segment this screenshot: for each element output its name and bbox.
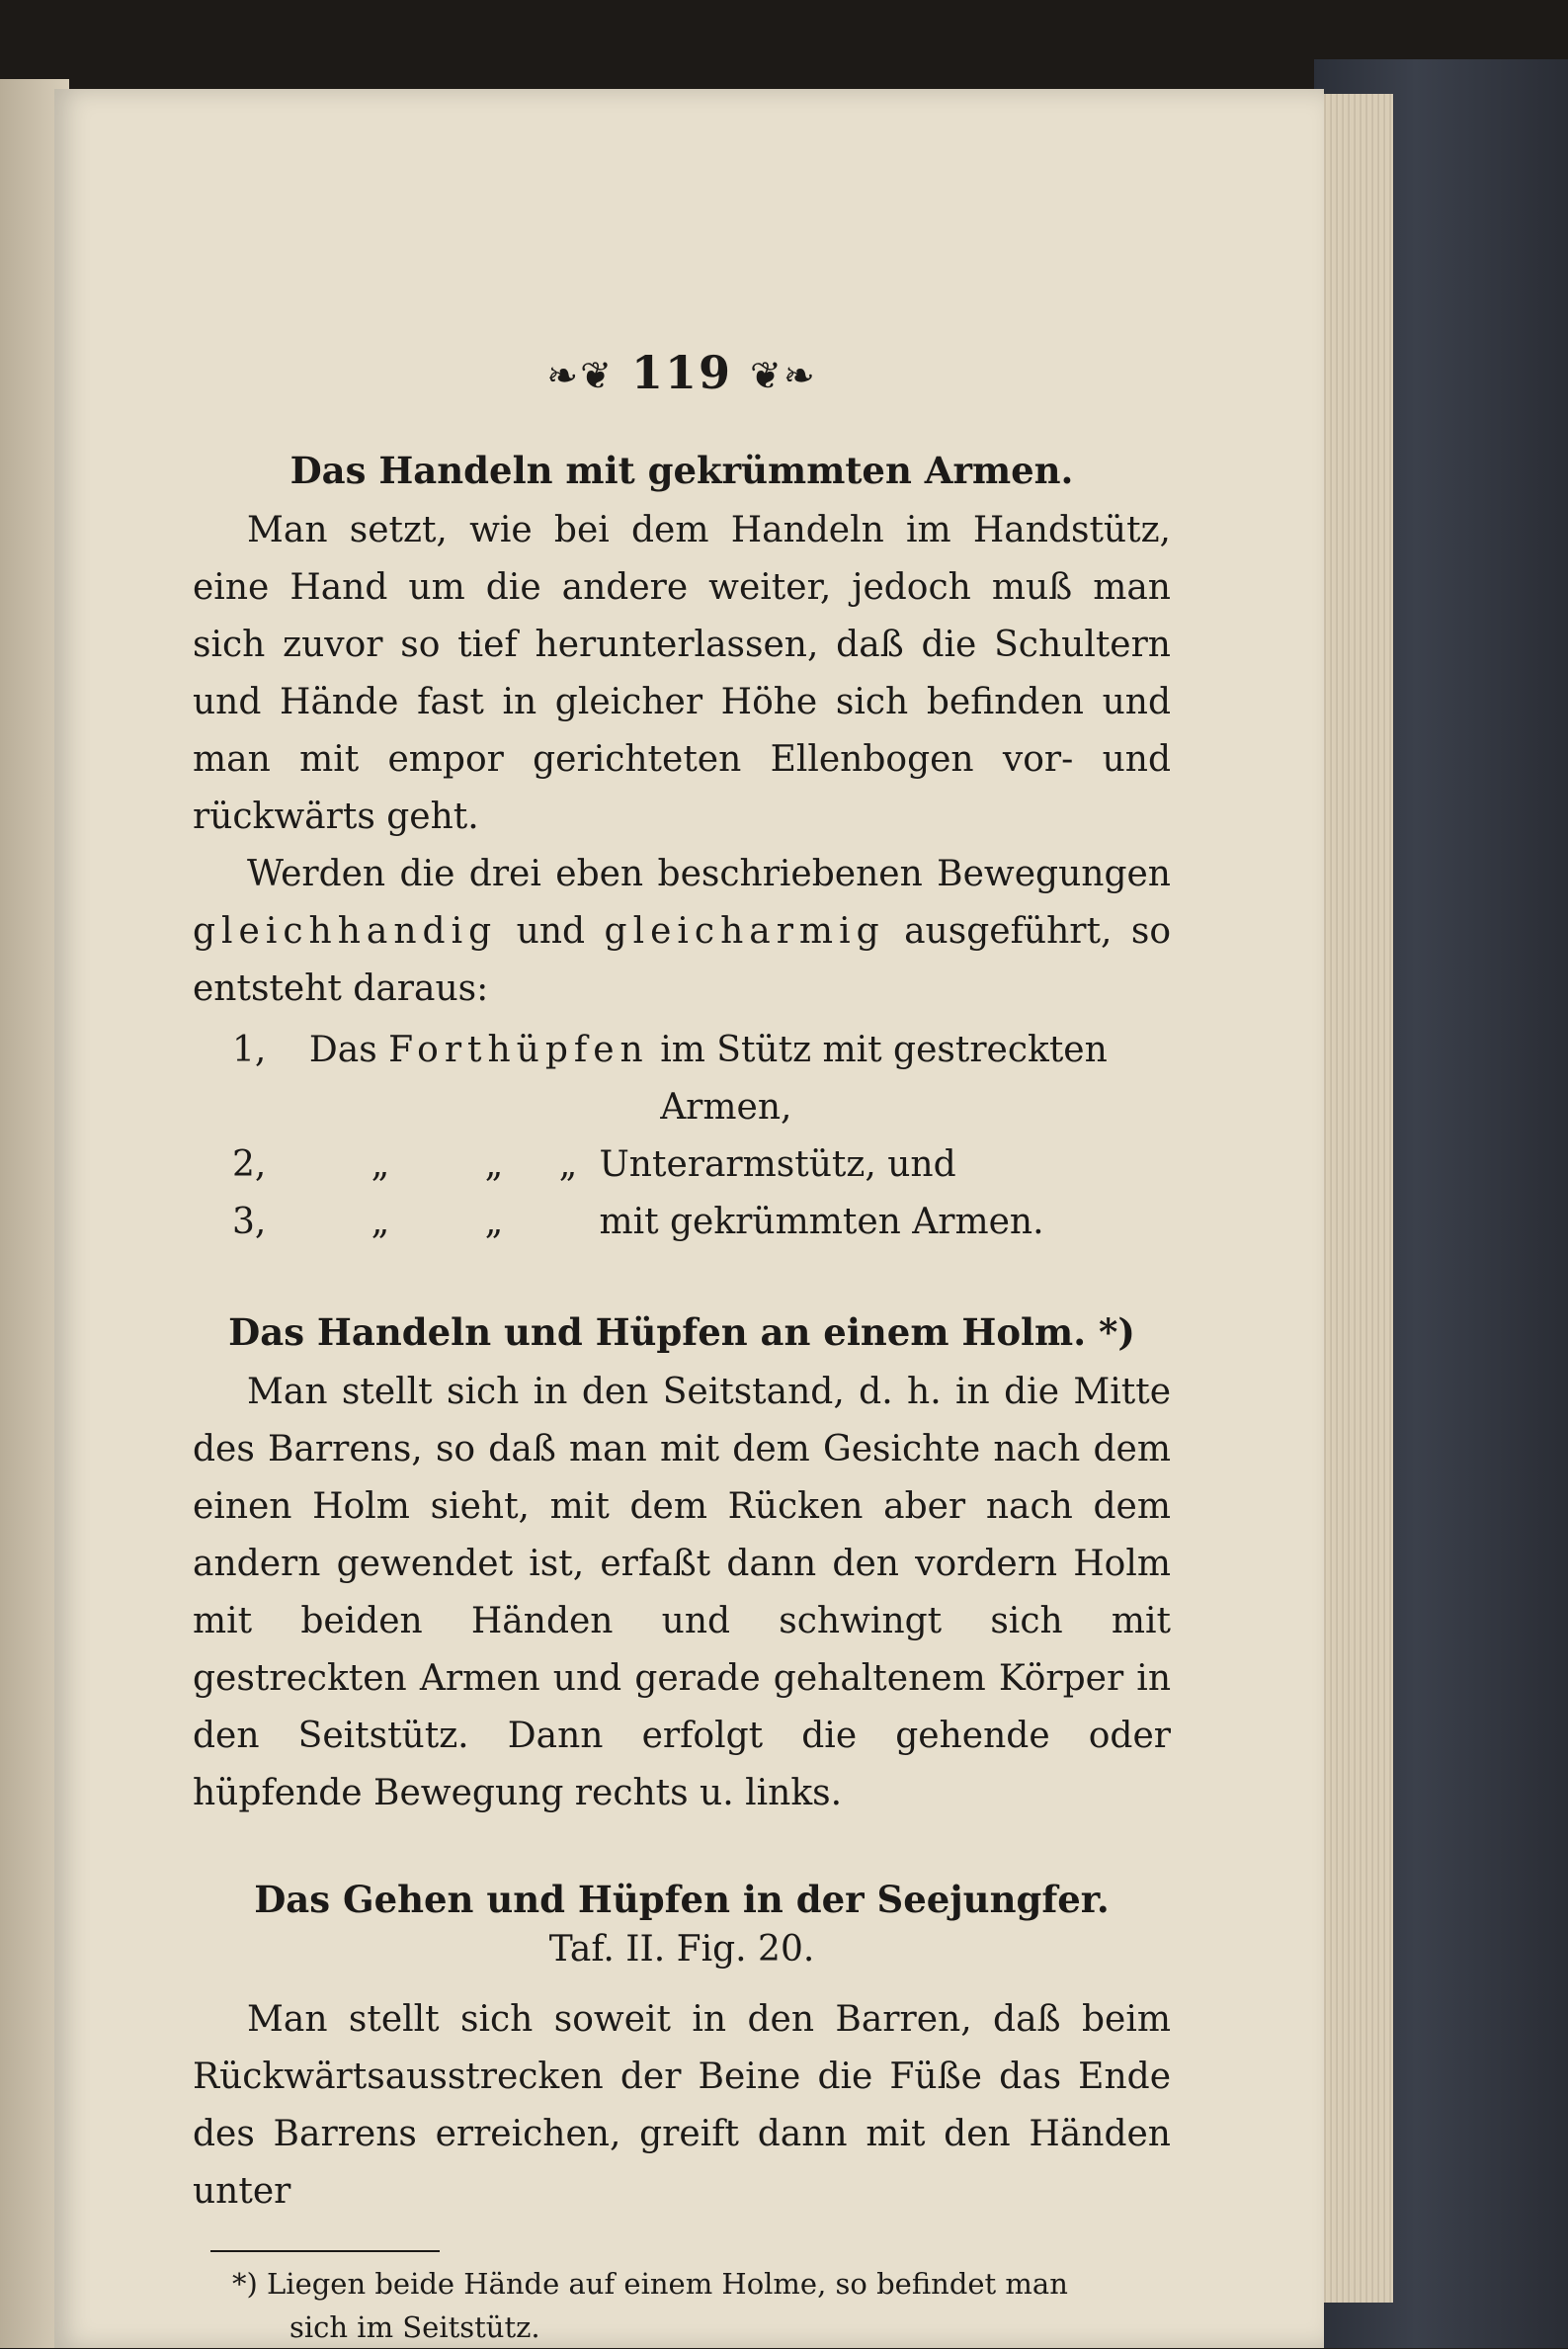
- section2-paragraph: Man stellt sich in den Seitstand, d. h. in die Mitte des Barrens, so daß man mit dem Gesichte nach dem einen Holm sieht, mit dem Rücken aber nach dem andern gewendet ist, erfaßt dann den vordern Holm mit beiden Händen und schwingt sich mit gestreckten Armen und gerade gehaltenem Körper in den Seitstütz. Dann erfolgt die gehende oder hüpfende Bewegung rechts u. links.: [193, 1372, 1171, 1813]
- footnote-line1: *) Liegen beide Hände auf einem Holme, so befindet man: [232, 2267, 1068, 2301]
- book-page: [54, 89, 1324, 2348]
- paragraph2-mid: und: [516, 911, 586, 952]
- section3-paragraph: Man stellt sich soweit in den Barren, daß beim Rückwärtsausstrecken der Beine die Füße das Ende des Barrens erreichen, greift dann mit den Händen unter: [193, 1999, 1171, 2212]
- list-number: 3,: [232, 1202, 267, 1242]
- footnote-line2: sich im Seitstütz.: [289, 2310, 540, 2344]
- list-item: [193, 1022, 1171, 1136]
- ornament-right-icon: ❦❧: [750, 354, 817, 397]
- footnote: [193, 2262, 1171, 2349]
- page-number: 119: [630, 346, 733, 399]
- paragraph2-start: Werden die drei eben beschriebenen Bewegungen: [247, 854, 1171, 894]
- list-text: Unterarmstütz, und: [599, 1144, 956, 1185]
- exercise-list: [193, 1022, 1171, 1251]
- paragraph2-end: ausgeführt, so entsteht daraus:: [193, 911, 1171, 1009]
- section2-heading: Das Handeln und Hüpfen an einem Holm. *): [228, 1310, 1135, 1354]
- ditto-mark: [548, 1194, 588, 1251]
- list-spaced-word: Forthüpfen: [388, 1030, 649, 1070]
- list-number: 2,: [232, 1144, 267, 1185]
- list-article: Das: [308, 1030, 377, 1070]
- paragraph2-spaced2: gleicharmig: [604, 911, 885, 952]
- ditto-mark: „: [484, 1144, 504, 1185]
- section3-heading: Das Gehen und Hüpfen in der Seejungfer.: [254, 1878, 1110, 1921]
- ditto-mark: „: [371, 1202, 390, 1242]
- section1-paragraph2: [193, 846, 1171, 1018]
- ditto-mark: „: [371, 1144, 390, 1185]
- paragraph2-spaced: gleichhandig: [193, 911, 498, 952]
- list-number: 1,: [232, 1030, 267, 1070]
- ditto-mark: „: [558, 1144, 578, 1185]
- list-item: [193, 1136, 1171, 1194]
- list-item: [193, 1194, 1171, 1251]
- section-gap: [193, 1822, 1171, 1878]
- ornament-left-icon: ❧❦: [546, 354, 614, 397]
- page-content: [193, 346, 1171, 2349]
- section1-paragraph1: Man setzt, wie bei dem Handeln im Handstütz, eine Hand um die andere weiter, jedoch muß man sich zuvor so tief herunterlassen, daß die Schultern und Hände fast in gleicher Höhe sich befinden und man mit empor gerichteten Ellenbogen vor- und rückwärts geht.: [193, 510, 1171, 837]
- section3-subheading: Taf. II. Fig. 20.: [548, 1929, 815, 1970]
- section1-heading: Das Handeln mit gekrümmten Armen.: [289, 449, 1074, 492]
- list-text: mit gekrümmten Armen.: [599, 1202, 1044, 1242]
- footnote-divider: [210, 2250, 440, 2252]
- page-number-header: [193, 346, 1171, 399]
- list-text: im Stütz mit gestreckten Armen,: [660, 1030, 1108, 1128]
- ditto-mark: „: [484, 1202, 504, 1242]
